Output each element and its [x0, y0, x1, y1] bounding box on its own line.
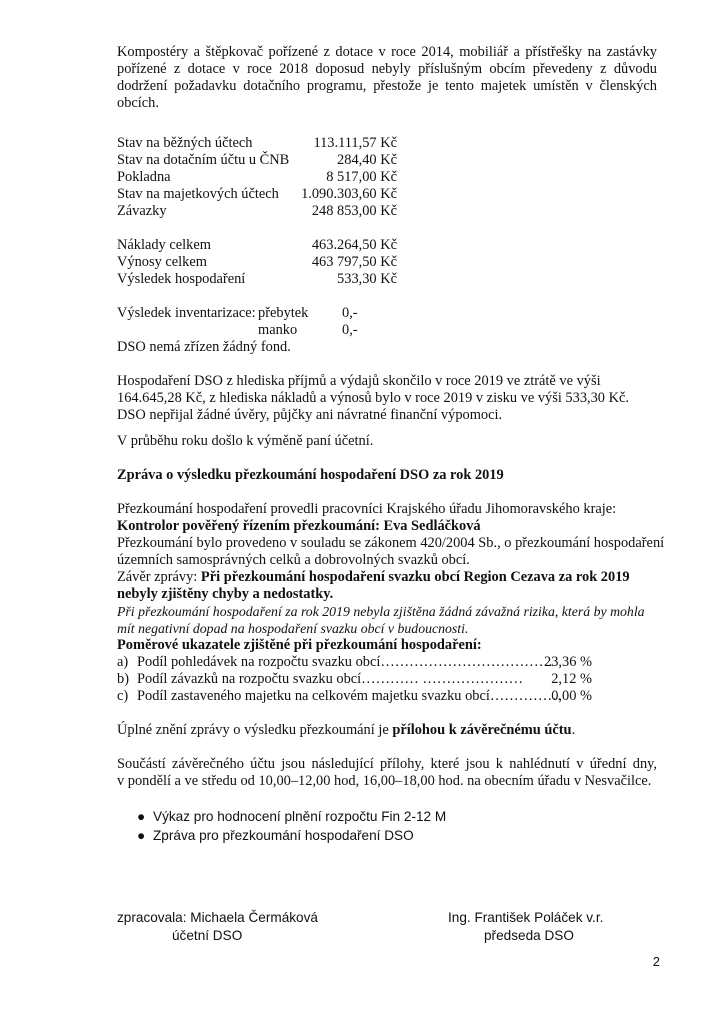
result-value: 463 797,50 Kč [311, 254, 397, 270]
page-number: 2 [652, 954, 660, 969]
balance-label: Závazky [117, 203, 167, 219]
result-row [117, 254, 537, 271]
attachments-paragraph [117, 756, 657, 790]
risk-line: mít negativní dopad na hospodaření svazku obcí v budoucnosti. [117, 621, 469, 636]
bullet-icon: ● [137, 828, 146, 843]
balance-value: 8 517,00 Kč [326, 169, 397, 185]
result-label: Výnosy celkem [117, 254, 207, 270]
indicator-row [117, 688, 617, 705]
result-value: 463.264,50 Kč [311, 237, 397, 253]
inventory-shortage-label: manko [258, 322, 298, 338]
balance-label: Stav na běžných účtech [117, 135, 253, 151]
balance-label: Pokladna [117, 169, 171, 185]
result-label: Výsledek hospodaření [117, 271, 246, 287]
balance-row [117, 186, 537, 203]
indicator-text: Podíl zastaveného majetku na celkovém majetku svazku obcí…………… [137, 688, 562, 704]
conclusion-label: Závěr zprávy: [117, 569, 198, 585]
result-row [117, 271, 537, 288]
signature-left-role: účetní DSO [172, 928, 243, 943]
inventory-label: Výsledek inventarizace: [117, 305, 256, 321]
balance-row [117, 169, 537, 186]
signature-right-role: předseda DSO [484, 928, 574, 943]
balance-value: 284,40 Kč [337, 152, 397, 168]
attachments-line: v pondělí a ve středu od 10,00–12,00 hod, 16,00–18,00 hod. na obecním úřadu v Nesvačilce. [117, 773, 652, 789]
review-law-line: Přezkoumání bylo provedeno v souladu se zákonem 420/2004 Sb., o přezkoumání hospodaření [117, 535, 665, 551]
indicator-value: 2,12 % [551, 671, 592, 687]
indicator-row [117, 671, 617, 688]
budget-line: Hospodaření DSO z hlediska příjmů a výdajů skončilo v roce 2019 ve ztrátě ve výši [117, 373, 601, 389]
indicator-row [117, 654, 617, 671]
review-heading: Zpráva o výsledku přezkoumání hospodaření DSO za rok 2019 [117, 467, 504, 483]
signature-right-name: Ing. František Poláček v.r. [448, 910, 604, 925]
budget-paragraph [117, 373, 657, 424]
signature-left-name: zpracovala: Michaela Čermáková [117, 910, 318, 925]
indicator-text: Podíl závazků na rozpočtu svazku obcí………… ………………… [137, 671, 524, 687]
bullet-icon: ● [137, 809, 146, 824]
risk-line: Při přezkoumání hospodaření za rok 2019 nebyla zjištěna žádná závažná rizika, která by mohla [117, 604, 645, 619]
conclusion-text: Při přezkoumání hospodaření svazku obcí Region Cezava za rok 2019 [200, 569, 630, 585]
review-controller: Kontrolor pověřený řízením přezkoumání: Eva Sedláčková [117, 518, 481, 534]
balance-row [117, 152, 537, 169]
indicator-value: 23,36 % [544, 654, 592, 670]
review-law-line: územních samosprávných celků a dobrovolných svazků obcí. [117, 552, 470, 568]
inventory-surplus-value: 0,- [342, 305, 358, 321]
conclusion-text: nebyly zjištěny chyby a nedostatky. [117, 586, 334, 602]
full-text-prefix: Úplné znění zprávy o výsledku přezkoumání je [117, 722, 393, 738]
intro-line: dodržení požadavku dotačního programu, přestože je tento majetek umístěn v členských [117, 78, 657, 94]
accountant-change: V průběhu roku došlo k výměně paní účetní. [117, 433, 374, 449]
review-performed-by: Přezkoumání hospodaření provedli pracovníci Krajského úřadu Jihomoravského kraje: [117, 501, 617, 517]
result-row [117, 237, 537, 254]
result-value: 533,30 Kč [337, 271, 397, 287]
inventory-surplus-label: přebytek [258, 305, 309, 321]
intro-line: obcích. [117, 95, 159, 111]
balance-label: Stav na majetkových účtech [117, 186, 279, 202]
indicator-key: c) [117, 688, 129, 704]
full-text-note [117, 722, 657, 739]
fund-note: DSO nemá zřízen žádný fond. [117, 339, 291, 355]
full-text-bold: přílohou k závěrečnému účtu [392, 722, 572, 738]
full-text-suffix: . [571, 722, 576, 738]
attachment-label: Zpráva pro přezkoumání hospodaření DSO [153, 828, 414, 843]
balance-row [117, 135, 537, 152]
balance-label: Stav na dotačním účtu u ČNB [117, 152, 290, 168]
indicators-heading: Poměrové ukazatele zjištěné při přezkoumání hospodaření: [117, 637, 482, 653]
review-conclusion [117, 569, 657, 586]
attachment-label: Výkaz pro hodnocení plnění rozpočtu Fin 2-12 M [153, 809, 447, 824]
indicator-key: b) [117, 671, 129, 687]
attachments-line: Součástí závěrečného účtu jsou následující přílohy, které jsou k nahlédnutí v úřední dny, [117, 756, 657, 772]
intro-line: pořízené z dotace v roce 2018 doposud nebyly příslušným obcím převedeny z důvodu [117, 61, 657, 77]
intro-line: Kompostéry a štěpkovač pořízené z dotace v roce 2014, mobiliář a přístřešky na zastávky [117, 44, 657, 60]
indicator-key: a) [117, 654, 129, 670]
balance-value: 248 853,00 Kč [311, 203, 397, 219]
indicator-text: Podíl pohledávek na rozpočtu svazku obcí……………………………… [137, 654, 554, 670]
intro-paragraph [117, 44, 657, 112]
budget-line: 164.645,28 Kč, z hlediska nákladů a výnosů bylo v roce 2019 v zisku ve výši 533,30 Kč. [117, 390, 629, 406]
balance-value: 1.090.303,60 Kč [301, 186, 397, 202]
inventory-shortage-value: 0,- [342, 322, 358, 338]
balance-value: 113.111,57 Kč [313, 135, 397, 151]
indicator-value: 0,00 % [551, 688, 592, 704]
result-label: Náklady celkem [117, 237, 211, 253]
budget-line: DSO nepřijal žádné úvěry, půjčky ani návratné finanční výpomoci. [117, 407, 503, 423]
balance-row [117, 203, 537, 220]
